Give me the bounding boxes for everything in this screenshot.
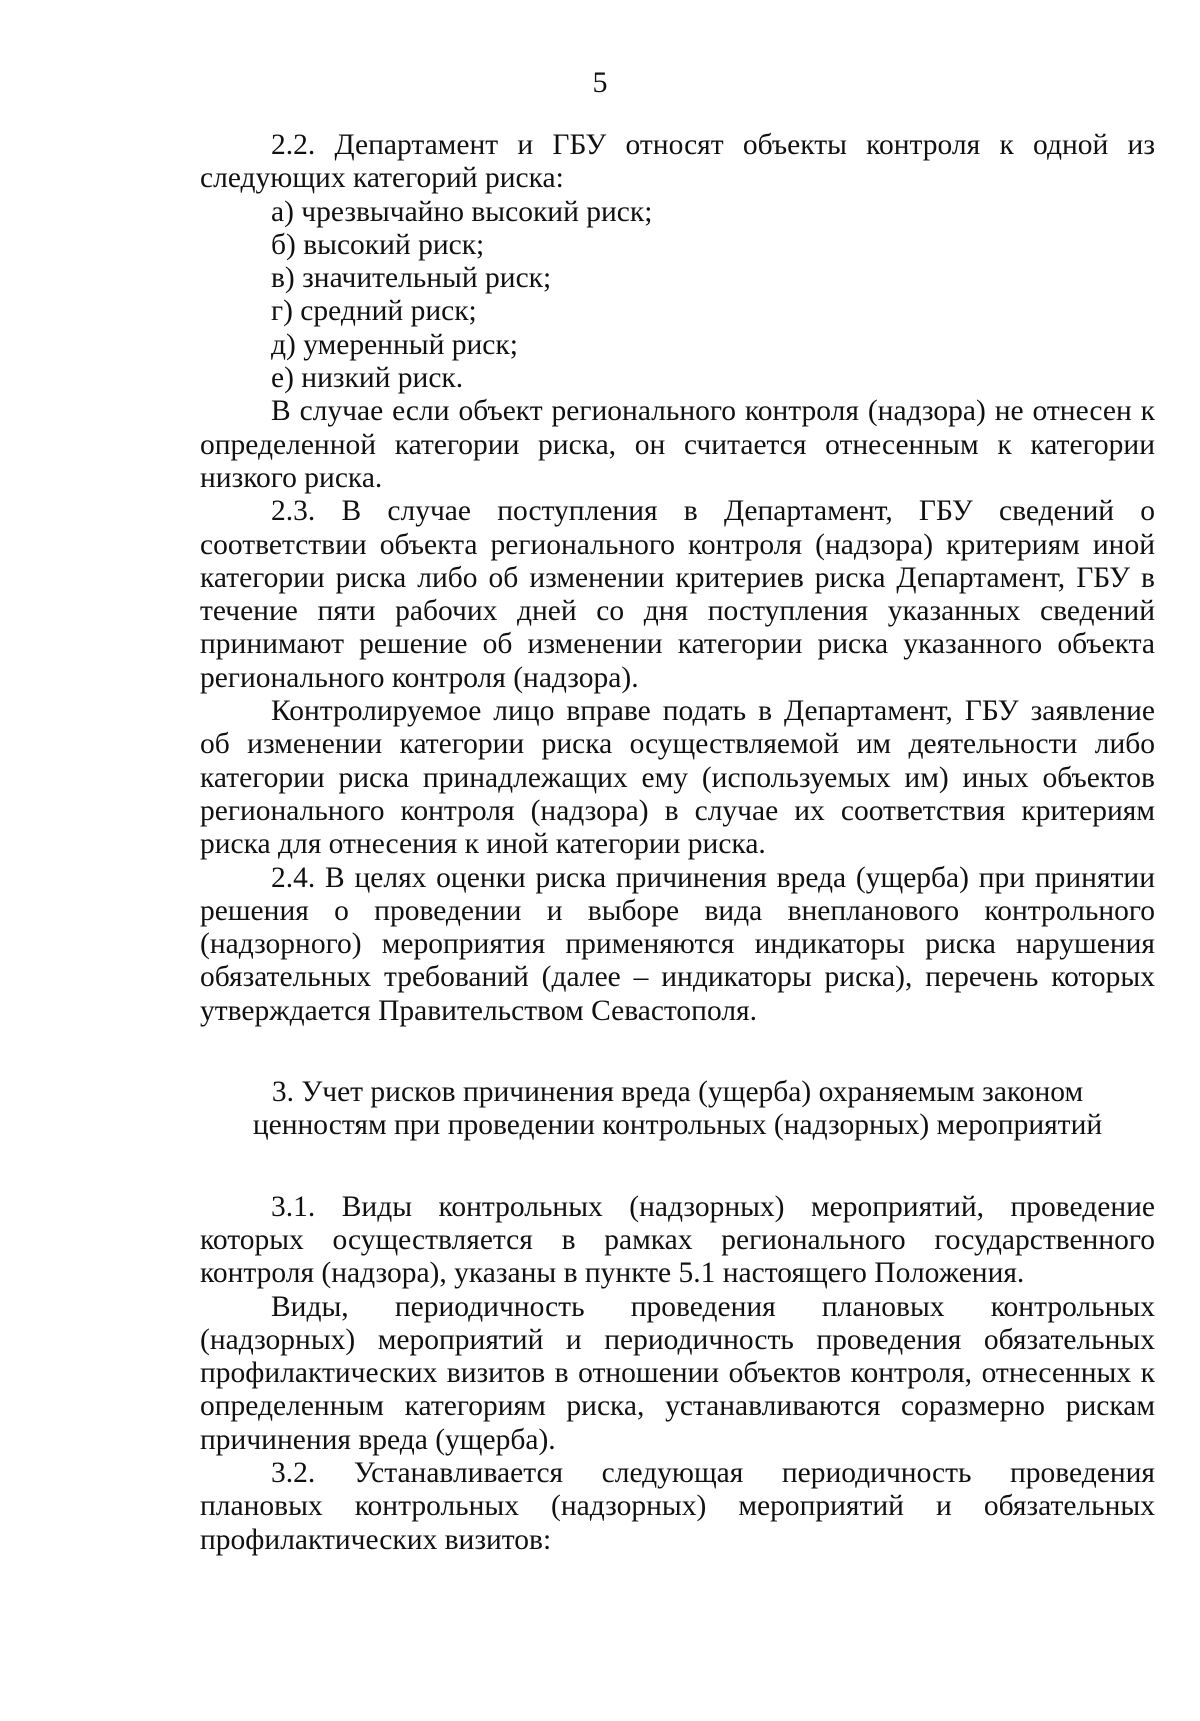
risk-category-item: б) высокий риск; [271,228,485,261]
paragraph-2-3: 2.3. В случае поступления в Департамент, ГБУ сведений о соответствии объекта регионального контроля (надзора) критериям иной категории риска либо об изменении критериев риска Департамент, ГБУ в течение пяти рабочих дней со дня поступления указанных сведений принимают решение об изменении категории риска указанного объекта регионального контроля (надзора). [200,495,1155,694]
risk-category-item: е) низкий риск. [271,362,464,395]
paragraph-2-3-person: Контролируемое лицо вправе подать в Департамент, ГБУ заявление об изменении категории риска осуществляемой им деятельности либо категории риска принадлежащих ему (используемых им) иных объектов регионального контроля (надзора) в случае их соответствия критериям риска для отнесения к иной категории риска. [200,695,1155,861]
paragraph-3-2: 3.2. Устанавливается следующая периодичность проведения плановых контрольных (надзорных) мероприятий и обязательных профилактических визитов: [200,1456,1155,1556]
paragraph-2-4: 2.4. В целях оценки риска причинения вреда (ущерба) при принятии решения о проведении и выборе вида внепланового контрольного (надзорного) мероприятия применяются индикаторы риска нарушения обязательных требований (далее – индикаторы риска), перечень которых утверждается Правительством Севастополя. [200,861,1155,1027]
risk-category-item: д) умеренный риск; [271,328,518,361]
paragraph-2-2-default: В случае если объект регионального контроля (надзора) не отнесен к определенной категории риска, он считается отнесенным к категории низкого риска. [200,395,1155,494]
paragraph-3-1-periodicity: Виды, периодичность проведения плановых контрольных (надзорных) мероприятий и периодичность проведения обязательных профилактических визитов в отношении объектов контроля, отнесенных к определенным категориям риска, устанавливаются соразмерно рискам причинения вреда (ущерба). [200,1290,1155,1456]
paragraph-3-1: 3.1. Виды контрольных (надзорных) мероприятий, проведение которых осуществляется в рамках регионального государственного контроля (надзора), указаны в пункте 5.1 настоящего Положения. [200,1190,1155,1290]
section-3-heading: 3. Учет рисков причинения вреда (ущерба) охраняемым законом ценностям при проведении контрольных (надзорных) мероприятий [252,1076,1103,1142]
paragraph-2-2-intro: 2.2. Департамент и ГБУ относят объекты контроля к одной из следующих категорий риска: [200,129,1155,195]
risk-category-item: а) чрезвычайно высокий риск; [271,195,653,228]
risk-category-item: в) значительный риск; [271,262,552,295]
page-number: 5 [592,66,608,99]
document-body [200,129,1155,1557]
risk-category-item: г) средний риск; [271,295,477,328]
risk-category-list [200,196,1155,396]
